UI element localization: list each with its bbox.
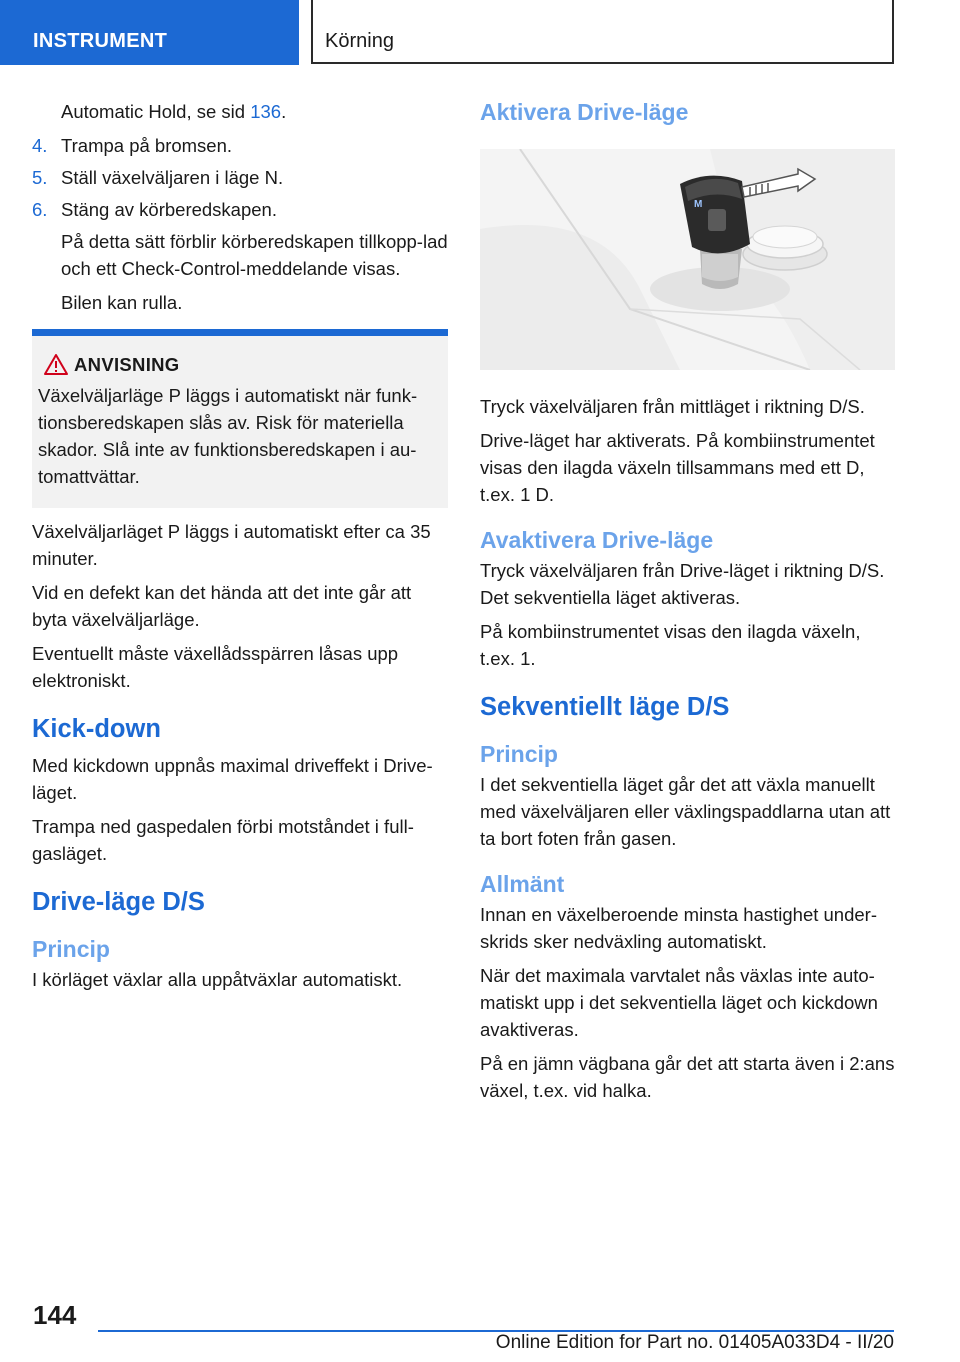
svg-text:M: M [694, 199, 703, 210]
warning-box [32, 329, 448, 508]
left-column [32, 98, 448, 1000]
warning-title: ANVISNING [74, 354, 180, 375]
paragraph: Tryck växelväljaren från Drive-läget i riktning D/S. Det sekventiella läget aktiveras. [480, 560, 885, 608]
section-title: INSTRUMENT [33, 30, 168, 52]
list-item [32, 164, 448, 191]
step-sub-text: På detta sätt förblir körberedskapen tillkopp‐lad och ett Check-Control-meddelande visas. [61, 231, 448, 279]
paragraph: Drive-läget har aktiverats. På kombiinstrumentet visas den ilagda växeln tillsammans med ett D, t.ex. 1 D. [480, 430, 875, 505]
warning-triangle-icon [38, 352, 74, 378]
paragraph: I körläget växlar alla uppåtväxlar automatiskt. [32, 969, 403, 990]
step-text: Ställ växelväljaren i läge N. [61, 167, 284, 188]
heading-principle: Princip [32, 936, 110, 962]
paragraph: På en jämn vägbana går det att starta även i 2:ans växel, t.ex. vid halka. [480, 1053, 895, 1101]
right-column [480, 98, 896, 1111]
paragraph: Med kickdown uppnås maximal driveffekt i Drive-läget. [32, 755, 433, 803]
step-number: 4. [32, 135, 48, 156]
paragraph: Eventuellt måste växellådsspärren låsas upp elektroniskt. [32, 643, 399, 691]
paragraph: Tryck växelväljaren från mittläget i riktning D/S. [480, 396, 865, 417]
gear-selector-illustration [480, 149, 895, 370]
paragraph: Trampa ned gaspedalen förbi motståndet i full‐gasläget. [32, 816, 414, 864]
edition-note: Online Edition for Part no. 01405A033D4 - II/20 [495, 1332, 894, 1353]
step-number: 6. [32, 199, 48, 220]
page-link[interactable]: 136 [250, 101, 282, 122]
step-text: Stäng av körberedskapen. [61, 199, 277, 220]
continued-step: Automatic Hold, se sid 136. [61, 101, 287, 122]
heading-deactivate-drive: Avaktivera Drive-läge [480, 527, 714, 553]
paragraph: På kombiinstrumentet visas den ilagda växeln, t.ex. 1. [480, 621, 861, 669]
heading-drive-mode: Drive-läge D/S [32, 888, 205, 916]
heading-principle: Princip [480, 741, 558, 767]
heading-general: Allmänt [480, 871, 565, 897]
list-item [32, 196, 448, 223]
paragraph: När det maximala varvtalet nås växlas inte auto‐matiskt upp i det sekventiella läget och kickdown avaktiveras. [480, 965, 878, 1040]
heading-activate-drive: Aktivera Drive-läge [480, 99, 689, 125]
paragraph: Växelväljarläget P läggs i automatiskt efter ca 35 minuter. [32, 521, 431, 569]
section-tab [0, 0, 299, 65]
step-text: Trampa på bromsen. [61, 135, 233, 156]
chapter-title: Körning [325, 30, 394, 52]
paragraph: Innan en växelberoende minsta hastighet under‐skrids sker nedväxling automatiskt. [480, 904, 877, 952]
list-item [32, 132, 448, 159]
paragraph: I det sekventiella läget går det att växla manuellt med växelväljaren eller växlingspaddlarna utan att ta bort foten från gasen. [480, 774, 891, 849]
page-number: 144 [33, 1300, 77, 1330]
step-sub-text: Bilen kan rulla. [61, 292, 183, 313]
warning-text: Växelväljarläge P läggs i automatiskt när funk‐tionsberedskapen slås av. Risk för materiella skador. Slå inte av funktionsberedskapen i au‐tomattvättar. [38, 385, 418, 487]
heading-sequential-mode: Sekventiellt läge D/S [480, 693, 730, 721]
step-number: 5. [32, 167, 48, 188]
heading-kickdown: Kick-down [32, 715, 161, 743]
paragraph: Vid en defekt kan det hända att det inte går att byta växelväljarläge. [32, 582, 412, 630]
chapter-tab [311, 0, 894, 64]
warning-header [38, 352, 428, 378]
